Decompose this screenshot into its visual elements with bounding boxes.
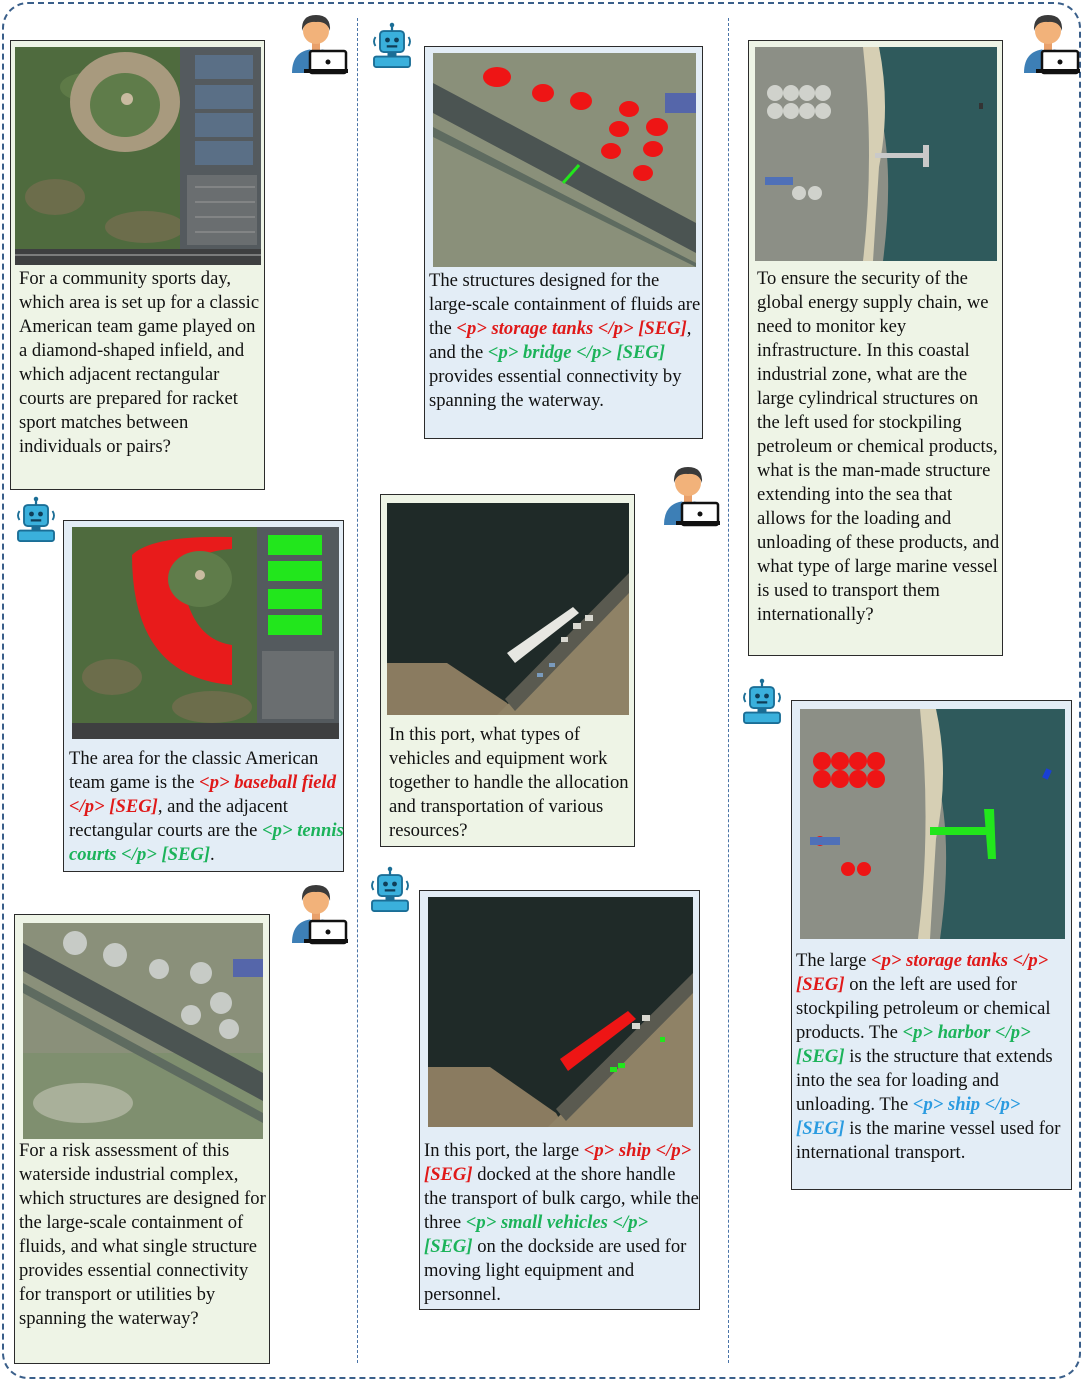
answer-text (424, 1139, 700, 1307)
answer-text-part: provides essential connectivity by spanning the waterway. (429, 366, 682, 411)
robot-icon (368, 22, 416, 70)
question-text: For a community sports day, which area is set up for a classic American team game played on a diamond-shaped infield, and which adjacent rectangular courts are prepared for racket sport matches between individuals or pairs? (19, 268, 260, 457)
answer-text (796, 949, 1072, 1165)
answer-card-industrial (424, 46, 703, 439)
seg-token-storage-tanks: <p> storage tanks </p> [SEG] (796, 950, 1049, 995)
answer-text-part: The area for the classic American team game is the (69, 748, 319, 793)
question-text: In this port, what types of vehicles and equipment work together to handle the allocation and transportation of various resources? (389, 724, 629, 841)
satellite-image-industrial (23, 923, 263, 1139)
column-divider-left (357, 18, 358, 1363)
seg-token-harbor: <p> harbor </p> [SEG] (796, 1022, 1031, 1067)
question-card-sports (10, 40, 265, 490)
answer-text-part: on the left are used for stockpiling petroleum or chemical products. The (796, 974, 1051, 1043)
user-laptop-icon (656, 458, 720, 528)
column-divider-right (728, 18, 729, 1363)
answer-card-port (419, 890, 700, 1310)
answer-card-sports (63, 520, 344, 872)
answer-text-part: The structures designed for the large-scale containment of fluids are the (429, 270, 701, 339)
answer-text (69, 747, 345, 867)
question-card-coastal (748, 40, 1003, 656)
seg-token-bridge: <p> bridge </p> [SEG] (487, 342, 666, 363)
seg-token-storage-tanks: <p> storage tanks </p> [SEG] (456, 318, 687, 339)
satellite-image-coastal (755, 47, 997, 261)
robot-icon (738, 678, 786, 726)
answer-text (429, 269, 701, 413)
seg-token-baseball-field: <p> baseball field </p> [SEG] (69, 772, 336, 817)
user-laptop-icon (1016, 6, 1080, 76)
answer-text-part: is the structure that extends into the sea for loading and unloading. The (796, 1046, 1053, 1115)
answer-text-part: is the marine vessel used for international transport. (796, 1118, 1061, 1163)
question-text: To ensure the security of the global energy supply chain, we need to monitor key infrastructure. In this coastal industrial zone, what are the large cylindrical structures on the left used for stockpiling petroleum or chemical products, what is the man-made structure extending into the sea that allows for the loading and unloading of these products, and what type of large marine vessel is used to transport them internationally? (757, 268, 1000, 625)
answer-text-part: The large (796, 950, 872, 971)
segmented-image-baseball (72, 527, 339, 739)
seg-token-ship: <p> ship </p> [SEG] (796, 1094, 1021, 1139)
segmented-image-industrial (433, 53, 696, 267)
segmented-image-port (428, 897, 693, 1127)
satellite-image-port (387, 503, 629, 715)
answer-text-part: , and the adjacent rectangular courts are the (69, 796, 288, 841)
answer-card-coastal (791, 700, 1072, 1190)
robot-icon (12, 496, 60, 544)
satellite-image-baseball (15, 47, 261, 265)
question-card-industrial (14, 914, 270, 1364)
segmented-image-coastal (800, 709, 1065, 939)
answer-text-part: on the dockside are used for moving light equipment and personnel. (424, 1236, 687, 1305)
answer-text-part: , and the (429, 318, 692, 363)
user-laptop-icon (284, 876, 348, 946)
answer-text-part: In this port, the large (424, 1140, 584, 1161)
robot-icon (366, 866, 414, 914)
question-text: For a risk assessment of this waterside industrial complex, which structures are designed for the large-scale containment of fluids, and what single structure provides essential connectivity for transport or utilities by spanning the waterway? (19, 1140, 266, 1329)
answer-text-part: . (210, 844, 215, 865)
seg-token-small-vehicles: <p> small vehicles </p> [SEG] (424, 1212, 649, 1257)
seg-token-tennis-courts: <p> tennis courts </p> [SEG] (69, 820, 344, 865)
user-laptop-icon (284, 6, 348, 76)
answer-text-part: docked at the shore handle the transport of bulk cargo, while the three (424, 1164, 699, 1233)
question-card-port (380, 494, 635, 847)
seg-token-ship: <p> ship </p> [SEG] (424, 1140, 692, 1185)
